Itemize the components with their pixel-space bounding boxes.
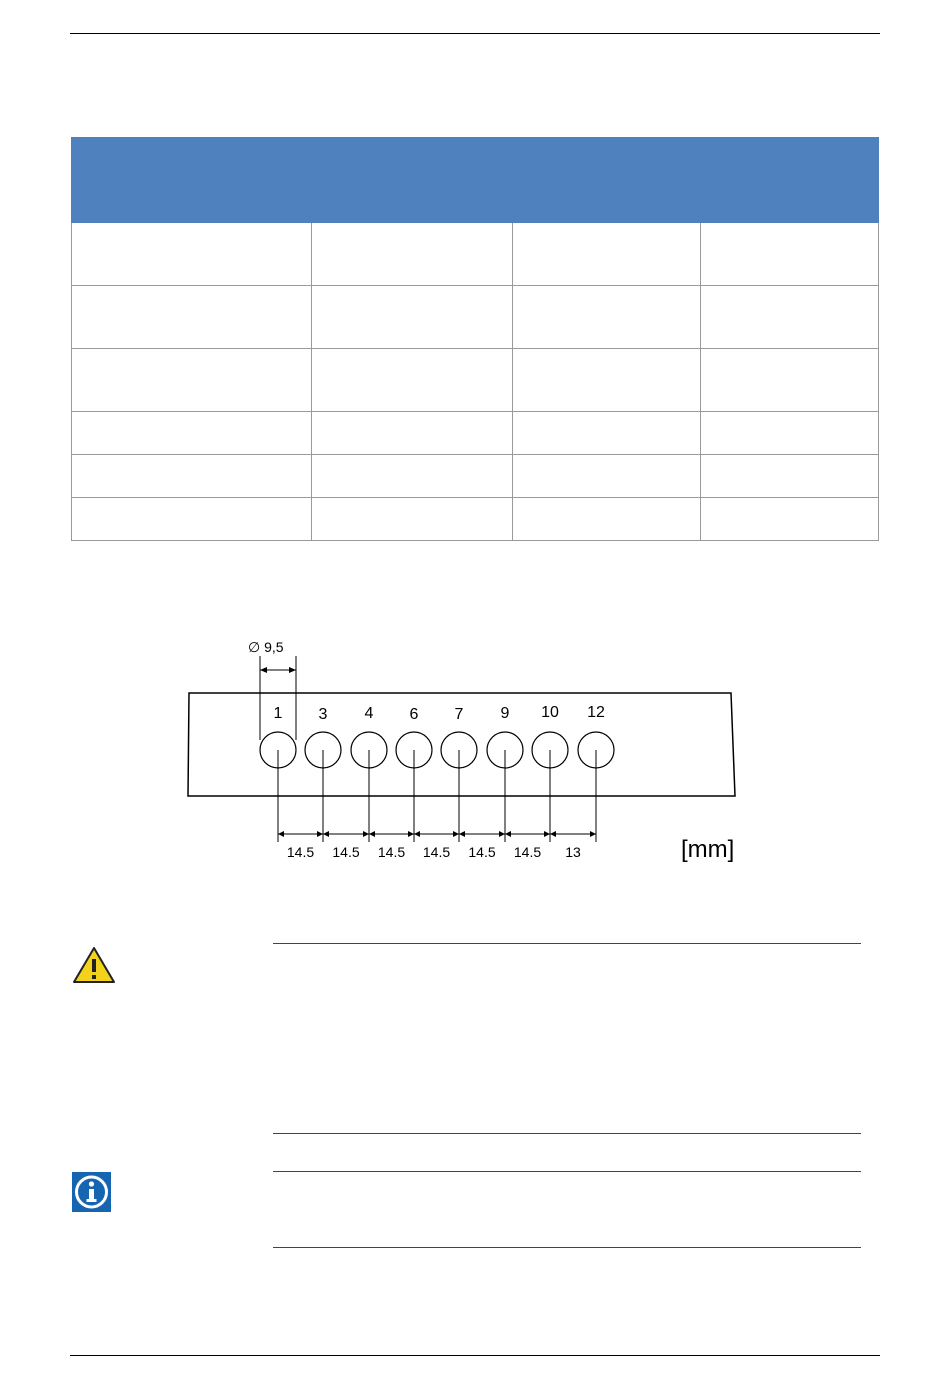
table-cell — [513, 455, 701, 498]
table-cell — [72, 223, 312, 286]
spacing-label: 13 — [565, 844, 581, 860]
table-cell — [72, 498, 312, 541]
arrowhead — [499, 831, 505, 837]
spacing-label: 14.5 — [332, 844, 360, 860]
arrowhead — [317, 831, 323, 837]
table-cell — [72, 349, 312, 412]
arrowhead — [363, 831, 369, 837]
table-cell — [701, 286, 879, 349]
spec-table — [71, 137, 879, 541]
table-cell — [513, 223, 701, 286]
hole-number-label: 12 — [587, 704, 605, 721]
table-header-cell — [312, 138, 513, 223]
info-icon — [72, 1172, 111, 1212]
table-header-row — [72, 138, 879, 223]
table-cell — [72, 286, 312, 349]
table-row — [72, 412, 879, 455]
table-cell — [312, 349, 513, 412]
info-note-top-rule — [273, 1171, 861, 1172]
arrowhead — [369, 831, 375, 837]
spacing-group — [278, 750, 596, 860]
table-cell — [513, 498, 701, 541]
hole-number-label: 1 — [273, 705, 283, 722]
hole-number-label: 7 — [454, 706, 464, 723]
table-cell — [312, 498, 513, 541]
table-cell — [701, 412, 879, 455]
table-cell — [701, 223, 879, 286]
table-cell — [312, 223, 513, 286]
arrowhead — [590, 831, 596, 837]
table-row — [72, 349, 879, 412]
spacing-label: 14.5 — [377, 844, 406, 860]
arrowhead — [323, 831, 329, 837]
arrowhead — [550, 831, 556, 837]
table-row — [72, 455, 879, 498]
table-cell — [701, 455, 879, 498]
info-note-bottom-rule — [273, 1247, 861, 1248]
hole-number-label: 9 — [500, 705, 510, 722]
table-header-cell — [513, 138, 701, 223]
table-cell — [513, 412, 701, 455]
spacing-label: 14.5 — [468, 844, 496, 860]
arrowhead — [453, 831, 459, 837]
table-header-cell — [72, 138, 312, 223]
warning-triangle-icon — [72, 945, 116, 985]
spacing-label: 14.5 — [422, 844, 451, 860]
hole-diagram — [0, 600, 950, 870]
table-cell — [312, 286, 513, 349]
warning-note-bottom-rule — [273, 1133, 861, 1134]
unit-label: [mm] — [681, 836, 735, 863]
arrowhead — [289, 667, 296, 673]
table-cell — [701, 498, 879, 541]
footer-rule — [70, 1355, 880, 1356]
table-cell — [312, 455, 513, 498]
spacing-label: 14.5 — [286, 844, 315, 860]
table-row — [72, 223, 879, 286]
table-cell — [513, 349, 701, 412]
table-row — [72, 286, 879, 349]
arrowhead — [414, 831, 420, 837]
arrowhead — [505, 831, 511, 837]
arrowhead — [260, 667, 267, 673]
header-rule — [70, 33, 880, 34]
spacing-label: 14.5 — [513, 844, 542, 860]
table-row — [72, 498, 879, 541]
arrowhead — [544, 831, 550, 837]
warning-note-top-rule — [273, 943, 861, 944]
hole-number-label: 4 — [364, 705, 374, 722]
arrowhead — [459, 831, 465, 837]
hole-number-label: 6 — [409, 706, 419, 723]
table-cell — [72, 455, 312, 498]
hole-number-label: 10 — [541, 704, 559, 721]
table-cell — [72, 412, 312, 455]
holes-group — [260, 704, 614, 768]
table-header-cell — [701, 138, 879, 223]
arrowhead — [408, 831, 414, 837]
table-cell — [701, 349, 879, 412]
diameter-label: ∅ 9,5 — [248, 639, 284, 655]
table-cell — [312, 412, 513, 455]
table-cell — [513, 286, 701, 349]
hole-number-label: 3 — [318, 706, 328, 723]
arrowhead — [278, 831, 284, 837]
